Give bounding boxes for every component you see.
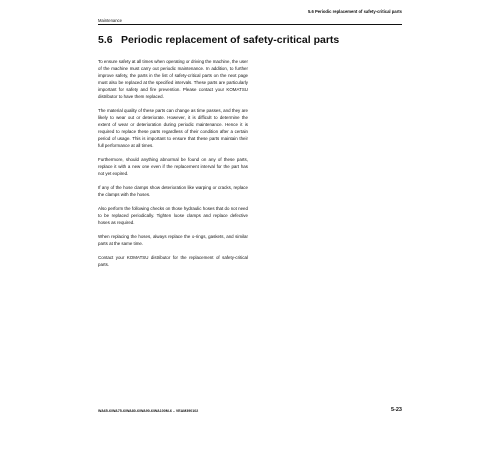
paragraph-hydraulic-hoses: Also perform the following checks on those hydraulic hoses that do not need to be replaced periodically. Tighten loose clamps and replace defective hoses as required. <box>98 206 248 225</box>
paragraph-periodic-maintenance: To ensure safety at all times when operating or driving the machine, the user of the machine must carry out periodic maintenance. In addition, to further improve safety, the parts in the list of safety-critical parts on the next page must also be replaced at the specified intervals. These parts are particularly important for safety and fire prevention. Please contact your KOMATSU distributor to have them replaced. <box>98 59 248 99</box>
section-number: 5.6 <box>98 34 113 46</box>
paragraph-abnormal-parts: Furthermore, should anything abnormal be found on any of these parts, replace it with a new one even if the replacement interval for the part has not yet expired. <box>98 157 248 176</box>
running-header-section-title: 5.6 Periodic replacement of safety-critical parts <box>307 9 402 14</box>
footer-document-code: WA65-6/WA75-6/WA80-6/WA90-6/WA100M-6 – VEAM390102 <box>98 409 199 413</box>
paragraph-material-quality: The material quality of these parts can change as time passes, and they are likely to wear out or deteriorate. However, it is difficult to determine the extent of wear or deterioration during periodic maintenance. Hence it is required to replace these parts regardless of their condition after a certain period of usage. This is important to ensure that these parts maintain their full performance at all times. <box>98 108 248 148</box>
paragraph-replacing-hoses: When replacing the hoses, always replace the o-rings, gaskets, and similar parts at the same time. <box>98 234 248 246</box>
paragraph-contact-distributor: Contact your KOMATSU distributor for the replacement of safety-critical parts. <box>98 255 248 267</box>
section-heading <box>98 34 339 46</box>
header-divider <box>98 24 402 25</box>
footer-page-number: 5-23 <box>390 407 402 413</box>
running-header-chapter: Maintenance <box>98 18 122 23</box>
section-title: Periodic replacement of safety-critical parts <box>121 34 340 46</box>
paragraph-hose-clamps: If any of the hose clamps show deterioration like warping or cracks, replace the clamps with the hoses. <box>98 185 248 197</box>
body-text <box>98 58 248 275</box>
